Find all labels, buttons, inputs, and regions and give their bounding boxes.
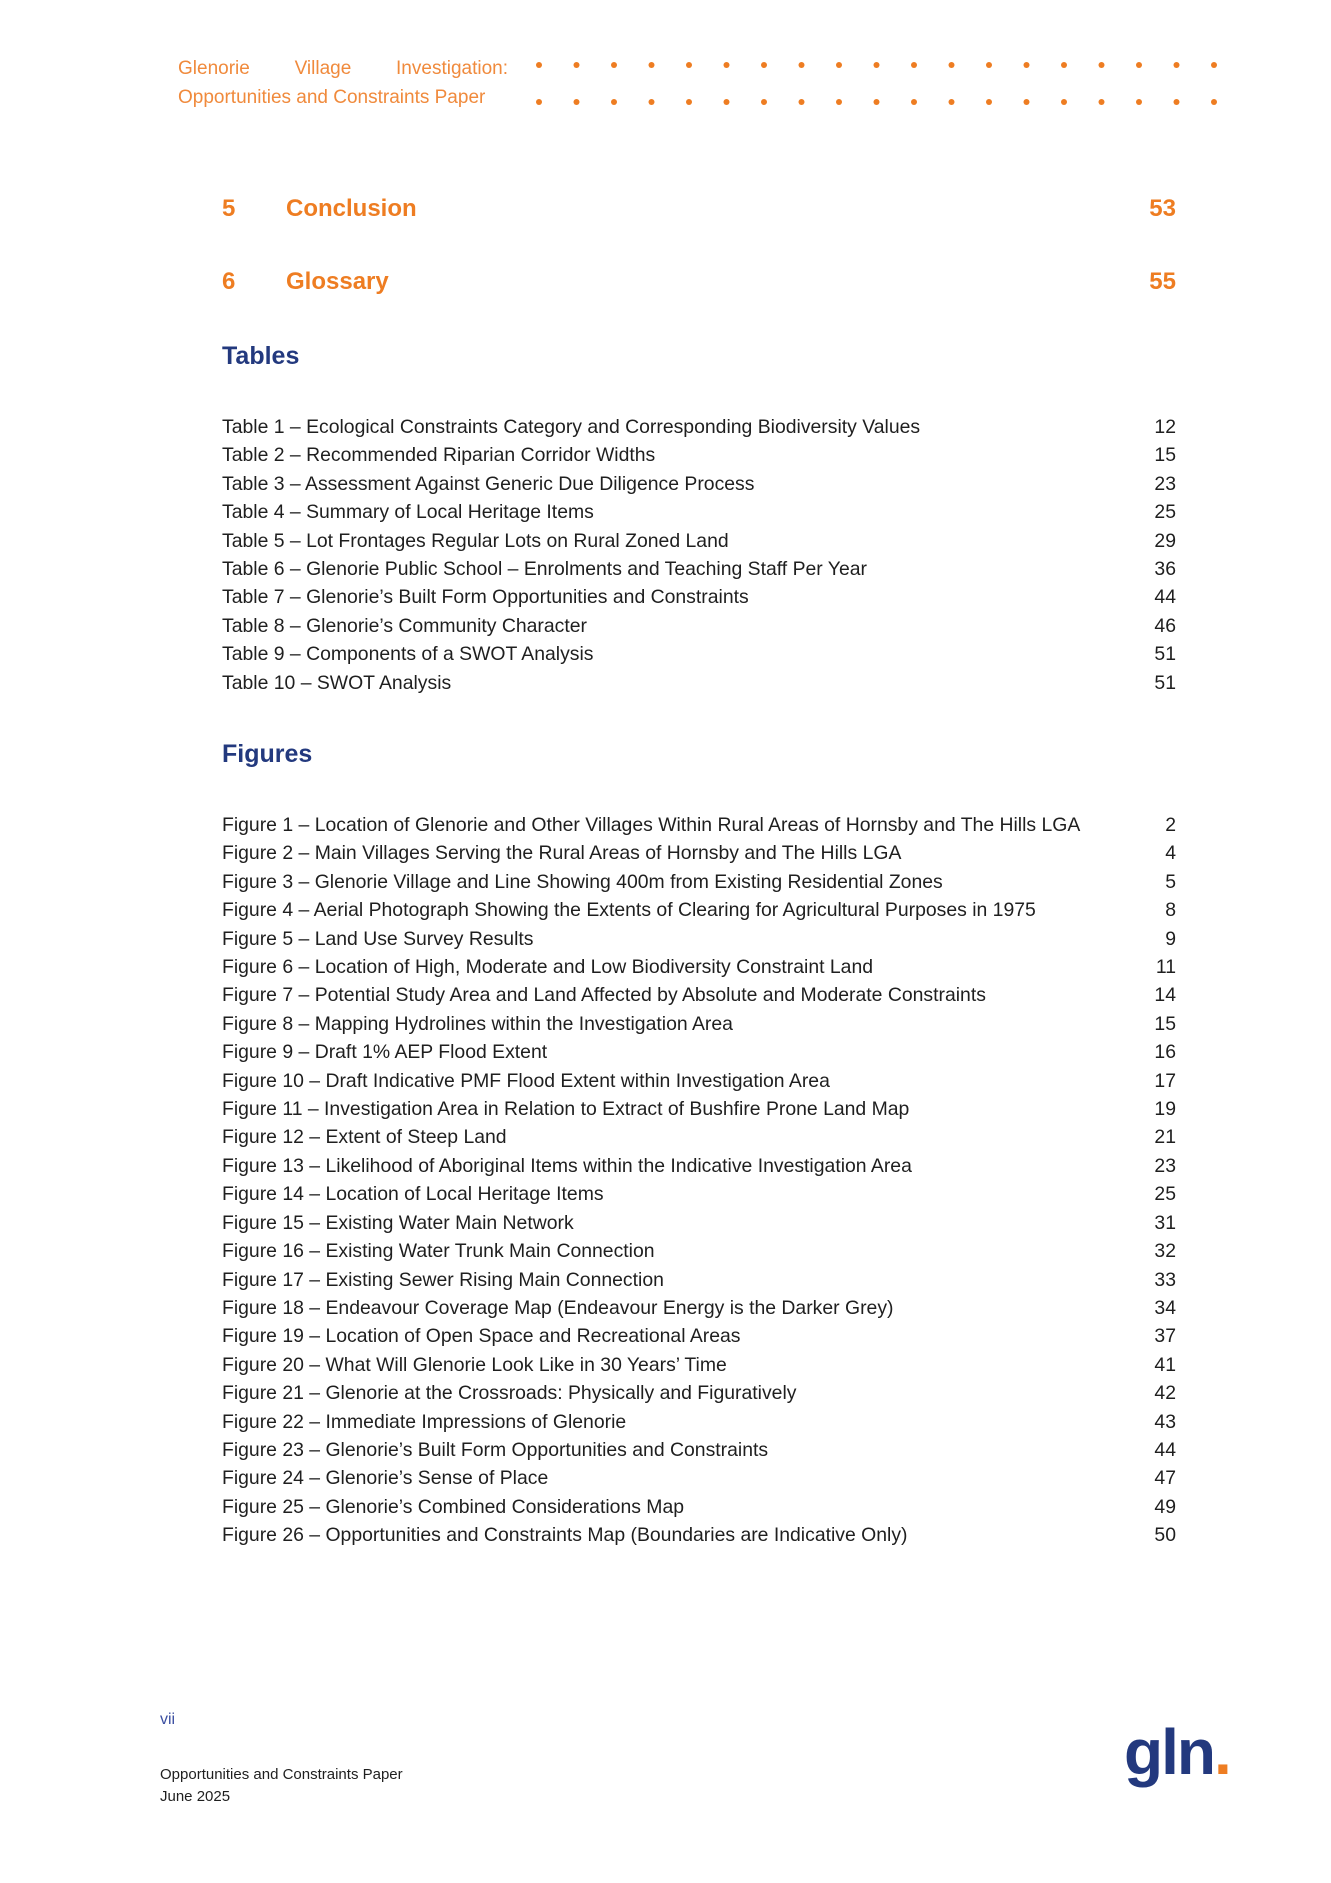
figure-entry-label: Figure 10 – Draft Indicative PMF Flood Extent within Investigation Area: [222, 1069, 830, 1092]
table-entry[interactable]: [222, 498, 1176, 526]
table-entry[interactable]: [222, 669, 1176, 697]
figure-entry[interactable]: [222, 1464, 1176, 1492]
figure-entry-label: Figure 14 – Location of Local Heritage Items: [222, 1183, 604, 1206]
figure-entry-page: 49: [1154, 1495, 1176, 1518]
figure-entry-page: 21: [1154, 1126, 1176, 1149]
table-entry-page: 23: [1154, 472, 1176, 495]
figure-entry[interactable]: [222, 1067, 1176, 1095]
header-dot: [911, 62, 917, 68]
header-dot: [686, 99, 692, 105]
header-dot: [1099, 62, 1105, 68]
tables-heading: Tables: [222, 342, 300, 370]
header-dot: [1024, 99, 1030, 105]
figure-entry[interactable]: [222, 1010, 1176, 1038]
figure-entry[interactable]: [222, 839, 1176, 867]
table-entry-label: Table 9 – Components of a SWOT Analysis: [222, 643, 594, 666]
header-dot: [911, 99, 917, 105]
figure-entry-page: 34: [1154, 1296, 1176, 1319]
table-entry-page: 25: [1154, 501, 1176, 524]
figure-entry-label: Figure 9 – Draft 1% AEP Flood Extent: [222, 1041, 548, 1064]
figure-entry-page: 42: [1154, 1382, 1176, 1405]
table-entry-label: Table 1 – Ecological Constraints Category and Corresponding Biodiversity Values: [222, 416, 921, 438]
figure-entry[interactable]: [222, 1351, 1176, 1379]
header-dot: [1174, 62, 1180, 68]
header-dot: [1211, 99, 1217, 105]
figure-entry-label: Figure 11 – Investigation Area in Relation to Extract of Bushfire Prone Land Map: [222, 1098, 910, 1121]
figure-entry[interactable]: [222, 1095, 1176, 1123]
figure-entry[interactable]: [222, 1294, 1176, 1322]
figure-entry[interactable]: [222, 1123, 1176, 1151]
header-dot: [874, 62, 880, 68]
figure-entry-label: Figure 8 – Mapping Hydrolines within the Investigation Area: [222, 1012, 733, 1035]
header-dot: [536, 99, 542, 105]
header-dot: [1211, 62, 1217, 68]
table-entry-label: Table 10 – SWOT Analysis: [222, 671, 452, 694]
chapter-title: Glossary: [286, 268, 389, 295]
header-dot: [836, 62, 842, 68]
table-entry-page: 51: [1154, 671, 1176, 694]
header-dot: [836, 99, 842, 105]
figure-entry-page: 37: [1154, 1325, 1176, 1348]
figure-entry-label: Figure 23 – Glenorie’s Built Form Opportunities and Constraints: [222, 1438, 769, 1461]
header-dot: [799, 62, 805, 68]
figure-entry-label: Figure 26 – Opportunities and Constraints Map (Boundaries are Indicative Only): [222, 1524, 908, 1547]
header-dot: [761, 62, 767, 68]
figure-entry[interactable]: [222, 953, 1176, 981]
figure-entry[interactable]: [222, 1266, 1176, 1294]
header-dot: [986, 99, 992, 105]
figure-entry-label: Figure 3 – Glenorie Village and Line Showing 400m from Existing Residential Zones: [222, 870, 943, 893]
figure-entry-page: 2: [1165, 814, 1176, 836]
table-entry-page: 15: [1154, 444, 1176, 467]
figure-entry-page: 50: [1154, 1524, 1176, 1547]
table-entry-page: 44: [1154, 586, 1176, 609]
header-dot: [1061, 99, 1067, 105]
header-dot: [1136, 99, 1142, 105]
header-dot: [986, 62, 992, 68]
table-entry-page: 29: [1154, 529, 1176, 552]
header-dot: [536, 62, 542, 68]
header-word: Glenorie: [178, 58, 250, 79]
table-entry-label: Table 8 – Glenorie’s Community Character: [222, 614, 587, 637]
figure-entry-label: Figure 24 – Glenorie’s Sense of Place: [222, 1467, 549, 1490]
figure-entry-label: Figure 12 – Extent of Steep Land: [222, 1126, 507, 1149]
figure-entry-label: Figure 2 – Main Villages Serving the Rural Areas of Hornsby and The Hills LGA: [222, 842, 902, 865]
figure-entry[interactable]: [222, 1152, 1176, 1180]
table-entry[interactable]: [222, 555, 1176, 583]
table-entry-label: Table 7 – Glenorie’s Built Form Opportunities and Constraints: [222, 586, 749, 609]
table-entry-label: Table 3 – Assessment Against Generic Due Diligence Process: [222, 472, 755, 495]
figure-entry-page: 41: [1154, 1353, 1176, 1376]
figure-entry-page: 33: [1154, 1268, 1176, 1291]
table-entry[interactable]: [222, 640, 1176, 668]
footer-document-title: Opportunities and Constraints Paper: [160, 1766, 403, 1783]
page-number: vii: [160, 1711, 176, 1728]
table-entry[interactable]: [222, 527, 1176, 555]
header-word: Investigation:: [396, 58, 508, 79]
header-dot: [574, 99, 580, 105]
figure-entry-label: Figure 22 – Immediate Impressions of Glenorie: [222, 1410, 627, 1433]
figure-entry-page: 31: [1154, 1211, 1176, 1234]
figure-entry-label: Figure 16 – Existing Water Trunk Main Connection: [222, 1240, 655, 1263]
figure-entry-page: 47: [1154, 1467, 1176, 1490]
header-dot: [949, 99, 955, 105]
header-dot: [724, 99, 730, 105]
figure-entry-label: Figure 17 – Existing Sewer Rising Main Connection: [222, 1268, 664, 1291]
header-dot: [1099, 99, 1105, 105]
figure-entry[interactable]: [222, 1436, 1176, 1464]
chapter-number: 6: [222, 268, 236, 295]
figure-entry-page: 43: [1154, 1410, 1176, 1433]
table-entry[interactable]: [222, 470, 1176, 498]
header-dot: [1174, 99, 1180, 105]
figure-entry-label: Figure 5 – Land Use Survey Results: [222, 927, 534, 950]
figure-entry-label: Figure 19 – Location of Open Space and Recreational Areas: [222, 1325, 741, 1348]
figure-entry-page: 14: [1154, 984, 1176, 1007]
running-header-line2: Opportunities and Constraints Paper: [178, 87, 486, 108]
figure-entry[interactable]: [222, 1379, 1176, 1407]
header-dot: [799, 99, 805, 105]
figure-entry-label: Figure 18 – Endeavour Coverage Map (Endeavour Energy is the Darker Grey): [222, 1296, 894, 1319]
logo-text: gln: [1124, 1716, 1214, 1788]
table-entry[interactable]: [222, 413, 1176, 441]
table-entry-label: Table 5 – Lot Frontages Regular Lots on Rural Zoned Land: [222, 529, 729, 552]
figure-entry[interactable]: [222, 1322, 1176, 1350]
figure-entry-page: 9: [1165, 927, 1176, 950]
footer-date: June 2025: [160, 1788, 231, 1805]
figure-entry-page: 32: [1154, 1240, 1176, 1263]
figures-heading: Figures: [222, 740, 313, 768]
chapter-page: 55: [1149, 268, 1176, 295]
figure-entry[interactable]: [222, 1209, 1176, 1237]
header-dot: [611, 62, 617, 68]
logo-dot: .: [1213, 1716, 1230, 1788]
header-word: Village: [294, 58, 352, 79]
header-dot: [949, 62, 955, 68]
figure-entry[interactable]: [222, 811, 1176, 839]
table-entry-page: 36: [1154, 558, 1176, 581]
header-dot: [874, 99, 880, 105]
figure-entry-page: 23: [1154, 1154, 1176, 1177]
figure-entry[interactable]: [222, 1038, 1176, 1066]
figure-entry[interactable]: [222, 868, 1176, 896]
figure-entry-page: 16: [1154, 1041, 1176, 1064]
table-entry-page: 46: [1154, 614, 1176, 637]
figure-entry-label: Figure 15 – Existing Water Main Network: [222, 1211, 574, 1234]
footer: [160, 1764, 403, 1808]
table-entry-label: Table 6 – Glenorie Public School – Enrolments and Teaching Staff Per Year: [222, 558, 867, 581]
gln-logo: [1124, 1716, 1230, 1788]
table-entry-label: Table 4 – Summary of Local Heritage Items: [222, 501, 594, 524]
figure-entry[interactable]: [222, 981, 1176, 1009]
figure-entry-page: 15: [1154, 1012, 1176, 1035]
figures-list: [222, 811, 1176, 1550]
table-entry-page: 51: [1154, 643, 1176, 666]
figure-entry[interactable]: [222, 1180, 1176, 1208]
figure-entry[interactable]: [222, 1408, 1176, 1436]
chapter-number: 5: [222, 195, 236, 222]
chapter-title: Conclusion: [286, 195, 417, 222]
running-header-title: [178, 54, 508, 112]
table-entry[interactable]: [222, 441, 1176, 469]
figure-entry-label: Figure 20 – What Will Glenorie Look Like in 30 Years’ Time: [222, 1353, 727, 1376]
header-dot: [724, 62, 730, 68]
header-dot: [1136, 62, 1142, 68]
figure-entry-label: Figure 1 – Location of Glenorie and Other Villages Within Rural Areas of Hornsby and The Hills LGA: [222, 814, 1081, 836]
header-dot: [1061, 62, 1067, 68]
figure-entry-page: 11: [1155, 956, 1176, 979]
running-header-line1: [178, 54, 508, 83]
figure-entry[interactable]: [222, 1521, 1176, 1549]
table-entry[interactable]: [222, 583, 1176, 611]
figure-entry[interactable]: [222, 925, 1176, 953]
figure-entry-page: 8: [1165, 899, 1176, 922]
figure-entry[interactable]: [222, 1493, 1176, 1521]
header-dot: [649, 62, 655, 68]
header-dot: [611, 99, 617, 105]
header-dot: [649, 99, 655, 105]
table-entry-label: Table 2 – Recommended Riparian Corridor Widths: [222, 444, 656, 467]
header-dot: [761, 99, 767, 105]
header-dot-pattern: [533, 58, 1233, 108]
header-dot: [1024, 62, 1030, 68]
figure-entry-label: Figure 6 – Location of High, Moderate and Low Biodiversity Constraint Land: [222, 956, 874, 979]
dot-pattern-graphic: [533, 58, 1233, 108]
tables-list: [222, 413, 1176, 697]
header-dot: [574, 62, 580, 68]
header-dot: [686, 62, 692, 68]
figure-entry-label: Figure 25 – Glenorie’s Combined Considerations Map: [222, 1495, 685, 1518]
table-entry-page: 12: [1154, 416, 1176, 438]
figure-entry-page: 5: [1165, 870, 1176, 893]
figure-entry-label: Figure 21 – Glenorie at the Crossroads: Physically and Figuratively: [222, 1382, 797, 1405]
figure-entry-label: Figure 13 – Likelihood of Aboriginal Items within the Indicative Investigation Area: [222, 1154, 912, 1177]
chapter-page: 53: [1149, 195, 1176, 222]
figure-entry-page: 4: [1165, 842, 1176, 865]
figure-entry-page: 17: [1154, 1069, 1176, 1092]
figure-entry-page: 25: [1154, 1183, 1176, 1206]
table-entry[interactable]: [222, 612, 1176, 640]
figure-entry-page: 19: [1154, 1098, 1176, 1121]
figure-entry-page: 44: [1154, 1438, 1176, 1461]
figure-entry-label: Figure 4 – Aerial Photograph Showing the Extents of Clearing for Agricultural Purposes in 1975: [222, 899, 1036, 922]
figure-entry[interactable]: [222, 1237, 1176, 1265]
figure-entry[interactable]: [222, 896, 1176, 924]
figure-entry-label: Figure 7 – Potential Study Area and Land Affected by Absolute and Moderate Constraints: [222, 984, 986, 1007]
